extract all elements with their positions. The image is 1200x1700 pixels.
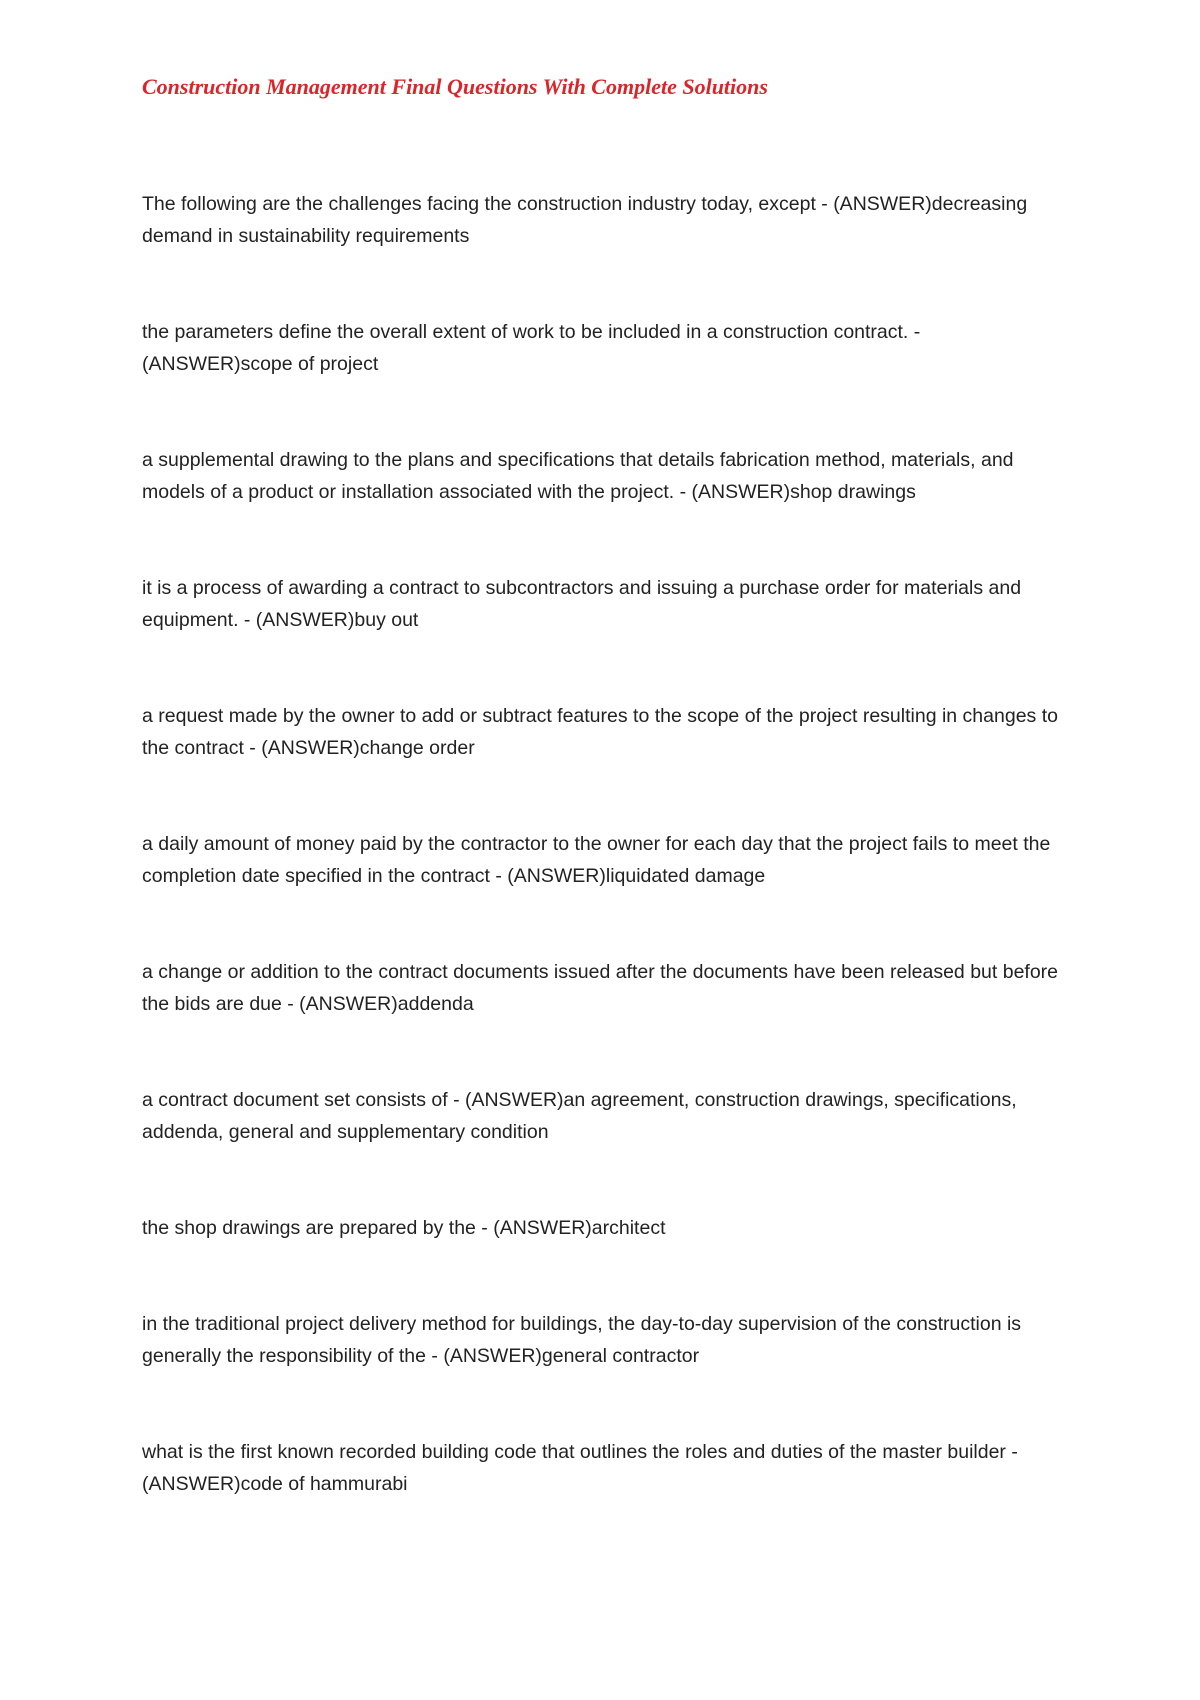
question-item: The following are the challenges facing the construction industry today, except - (ANSWER)decreasing demand in sustainability requirements: [142, 193, 1028, 247]
document-title: Construction Management Final Questions With Complete Solutions: [142, 74, 768, 99]
question-item: a contract document set consists of - (ANSWER)an agreement, construction drawings, specifications, addenda, general and supplementary condition: [142, 1089, 1017, 1143]
question-item: the parameters define the overall extent of work to be included in a construction contract. - (ANSWER)scope of project: [142, 321, 921, 375]
question-item: a daily amount of money paid by the contractor to the owner for each day that the project fails to meet the completion date specified in the contract - (ANSWER)liquidated damage: [142, 833, 1051, 887]
question-item: in the traditional project delivery method for buildings, the day-to-day supervision of the construction is generally the responsibility of the - (ANSWER)general contractor: [142, 1313, 1022, 1367]
question-item: what is the first known recorded building code that outlines the roles and duties of the master builder - (ANSWER)code of hammurabi: [142, 1441, 1018, 1495]
question-item: a supplemental drawing to the plans and specifications that details fabrication method, materials, and models of a product or installation associated with the project. - (ANSWER)shop drawings: [142, 449, 1014, 503]
question-item: it is a process of awarding a contract to subcontractors and issuing a purchase order for materials and equipment. - (ANSWER)buy out: [142, 577, 1022, 631]
question-list: [142, 188, 1072, 1564]
question-item: the shop drawings are prepared by the - (ANSWER)architect: [142, 1217, 666, 1239]
question-item: a change or addition to the contract documents issued after the documents have been released but before the bids are due - (ANSWER)addenda: [142, 961, 1059, 1015]
question-item: a request made by the owner to add or subtract features to the scope of the project resulting in changes to the contract - (ANSWER)change order: [142, 705, 1058, 759]
